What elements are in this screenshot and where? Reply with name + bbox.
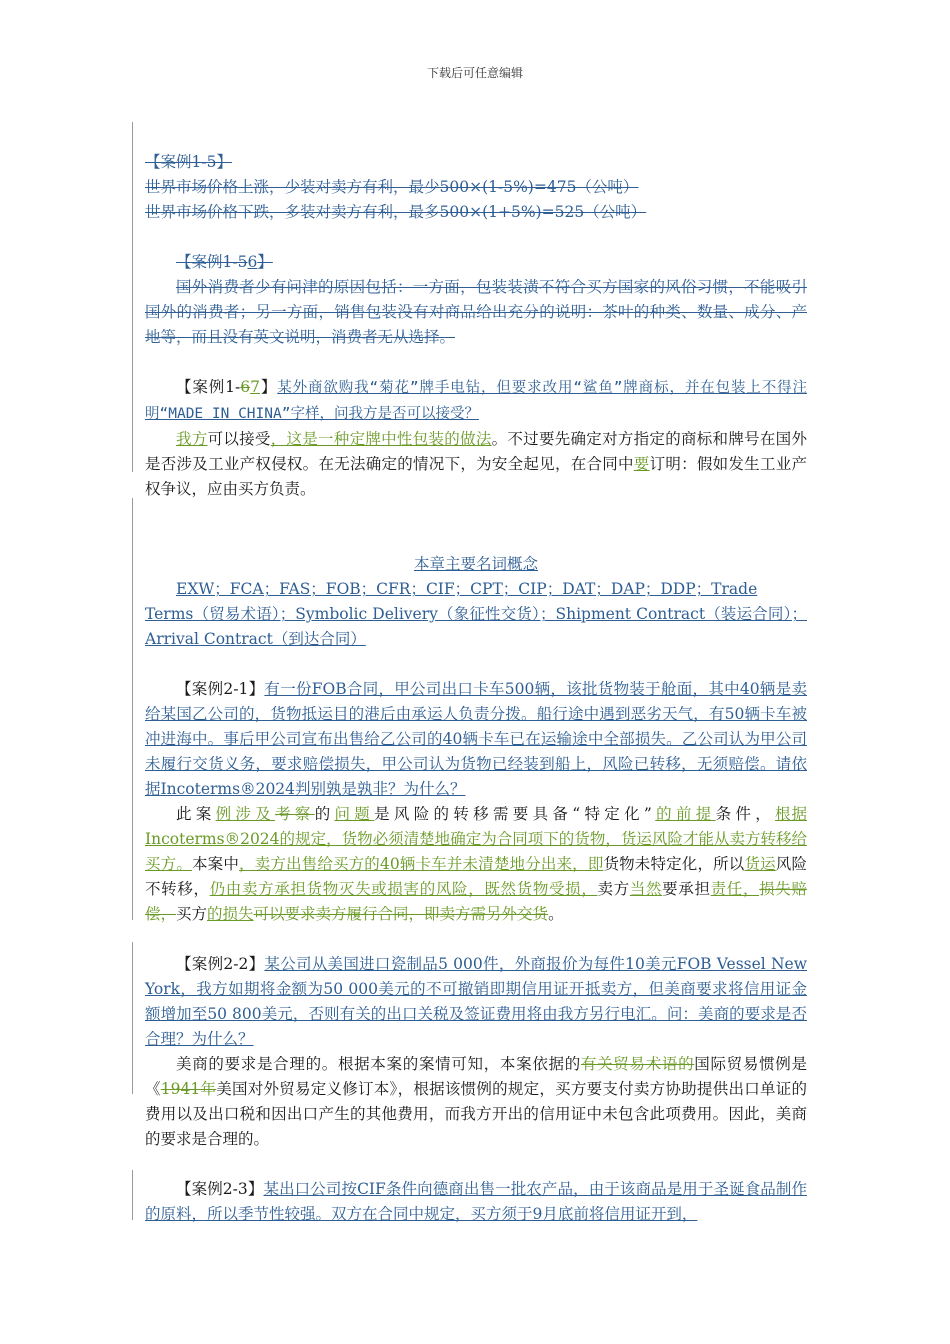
change-bar [132,942,133,1094]
case-2-1-question: 【案例2-1】有一份FOB合同，甲公司出口卡车500辆，该批货物装于舱面，其中40辆是卖给某国乙公司的，货物抵运目的港后由承运人负责分拨。船行途中遇到恶劣天气，有50辆卡车被冲进海中。事后甲公司宣布出售给乙公司的40辆卡车已在运输途中全部损失。乙公司认为甲公司未履行交货义务，要求赔偿损失，甲公司认为货物已经装到船上，风险已转移，无须赔偿。请依据Incoterms®2024判别孰是孰非？为什么？ [145,680,807,798]
case-1-5-line-2: 世界市场价格下跌，多装对卖方有利，最多500×(1+5%)=525（公吨） [145,203,647,221]
change-bar [132,1170,133,1220]
case-1-5-title: 【案例1-5】 [145,153,232,171]
change-bar [132,122,133,472]
case-1-67-answer: 我方可以接受，这是一种定牌中性包装的做法。不过要先确定对方指定的商标和牌号在国外是否涉及工业产权侵权。在无法确定的情况下，为安全起见，在合同中要订明：假如发生工业产权争议，应由买方负责。 [145,430,807,498]
page-header: 下载后可任意编辑 [426,66,523,80]
case-1-5-line-1: 世界市场价格上涨，少装对卖方有利，最少500×(1-5%)=475（公吨） [145,178,639,196]
case-1-67-question: 【案例1-67】某外商欲购我“菊花”牌手电钻，但要求改用“鲨鱼”牌商标，并在包装上不得注明“MADE IN CHINA”字样，问我方是否可以接受？ [145,378,807,422]
case-1-56-title: 【案例1-56】 [176,253,273,271]
terms-list: EXW；FCA；FAS；FOB；CFR；CIF；CPT；CIP；DAT；DAP；DDP；Trade Terms（贸易术语）；Symbolic Delivery（象征性交货）；Shipment Contract（装运合同）；Arrival Contract（到达合同） [145,580,807,648]
change-bar [132,498,133,920]
case-2-3-question: 【案例2-3】某出口公司按CIF条件向德商出售一批农产品，由于该商品是用于圣诞食品制作的原料，所以季节性较强。双方在合同中规定，买方须于9月底前将信用证开到， [145,1180,807,1223]
case-2-2-answer: 美商的要求是合理的。根据本案的案情可知，本案依据的有关贸易术语的国际贸易惯例是《1941年美国对外贸易定义修订本》，根据该惯例的规定，买方要支付卖方协助提供出口单证的费用以及出口税和因出口产生的其他费用，而我方开出的信用证中未包含此项费用。因此，美商的要求是合理的。 [145,1055,807,1148]
case-2-1-answer: 此案例涉及考察的问题是风险的转移需要具备“特定化”的前提条件，根据Incoterms®2024的规定，货物必须清楚地确定为合同项下的货物，货运风险才能从卖方转移给买方。本案中，卖方出售给买方的40辆卡车并未清楚地分出来，即货物未特定化，所以货运风险不转移，仍由卖方承担货物灭失或损害的风险，既然货物受损，卖方当然要承担责任，损失赔偿，买方的损失可以要求卖方履行合同，即卖方需另外交货。 [145,805,807,923]
case-2-2-question: 【案例2-2】某公司从美国进口瓷制品5 000件，外商报价为每件10美元FOB Vessel New York，我方如期将金额为50 000美元的不可撤销即期信用证开抵卖方，但美商要求将信用证金额增加至50 800美元，否则有关的出口关税及签证费用将由我方另行电汇。问：美商的要求是否合理？为什么？ [145,955,807,1048]
terms-heading: 本章主要名词概念 [413,555,538,573]
document-body [145,150,807,1227]
case-1-56-answer: 国外消费者少有问津的原因包括：一方面，包装装潢不符合买方国家的风俗习惯，不能吸引国外的消费者；另一方面，销售包装没有对商品给出充分的说明：茶叶的种类、数量、成分、产地等，而且没有英文说明，消费者无从选择。 [145,278,807,346]
